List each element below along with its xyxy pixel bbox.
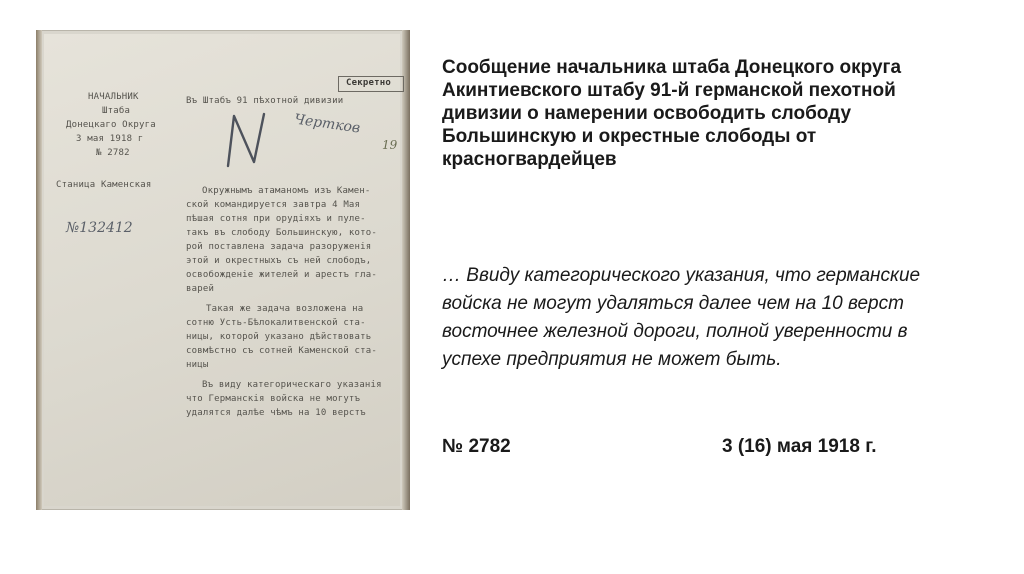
document-right-edge (402, 30, 410, 510)
handwritten-n-mark (224, 110, 270, 170)
header-left-line-1: НАЧАЛЬНИК (88, 92, 139, 102)
handwritten-number-19: 19 (382, 138, 398, 152)
body-line: Такая же задача возложена на (206, 304, 364, 314)
body-line: сотню Усть-Бѣлокалитвенской ста- (186, 318, 366, 328)
handwritten-signature: Чертков (293, 111, 362, 137)
body-line: варей (186, 284, 215, 294)
header-left-line-3: Донецкаго Округа (66, 120, 156, 130)
body-line: этой и окрестныхъ съ ней слободъ, (186, 256, 372, 266)
handwritten-registry-number: №132412 (66, 220, 133, 236)
header-left-date: 3 мая 1918 г (76, 134, 144, 144)
secret-stamp: Секретно (346, 78, 391, 88)
document-number: № 2782 (442, 436, 511, 457)
body-line: совмѣстно съ сотней Каменской ста- (186, 346, 378, 356)
document-left-edge (36, 30, 42, 510)
body-line: освобожденіе жителей и арестъ гла- (186, 270, 378, 280)
body-line: ницы, которой указано дѣйствовать (186, 332, 372, 342)
header-left-number: № 2782 (96, 148, 130, 158)
body-line: что Германскія войска не могутъ (186, 394, 361, 404)
body-line: Окружнымъ атаманомъ изъ Камен- (202, 186, 371, 196)
header-left-place: Станица Каменская (56, 180, 152, 190)
document-quote: … Ввиду категорического указания, что германские войска не могут удаляться далее чем на 10 верст восточнее железной дороги, полной уверенности в успехе предприятия не может быть. (442, 265, 921, 370)
body-line: такъ въ слободу Большинскую, кото- (186, 228, 378, 238)
body-line: пѣшая сотня при орудіяхъ и пуле- (186, 214, 366, 224)
body-line: Въ виду категорическаго указанія (202, 380, 382, 390)
body-line: удалятся далѣе чѣмъ на 10 верстъ (186, 408, 366, 418)
archive-document-photo (36, 30, 410, 510)
slide-title: Сообщение начальника штаба Донецкого округа Акинтиевского штабу 91-й германской пехотной дивизии о намерении освободить слободу Большинскую и окрестные слободы от красногвардейцев (442, 57, 902, 170)
addressee-line: Въ Штабъ 91 пѣхотной дивизии (186, 96, 344, 106)
document-date: 3 (16) мая 1918 г. (722, 436, 877, 457)
body-line: ницы (186, 360, 209, 370)
header-left-line-2: Штаба (102, 106, 131, 116)
body-line: рой поставлена задача разоруженія (186, 242, 372, 252)
body-line: ской командируется завтра 4 Мая (186, 200, 361, 210)
